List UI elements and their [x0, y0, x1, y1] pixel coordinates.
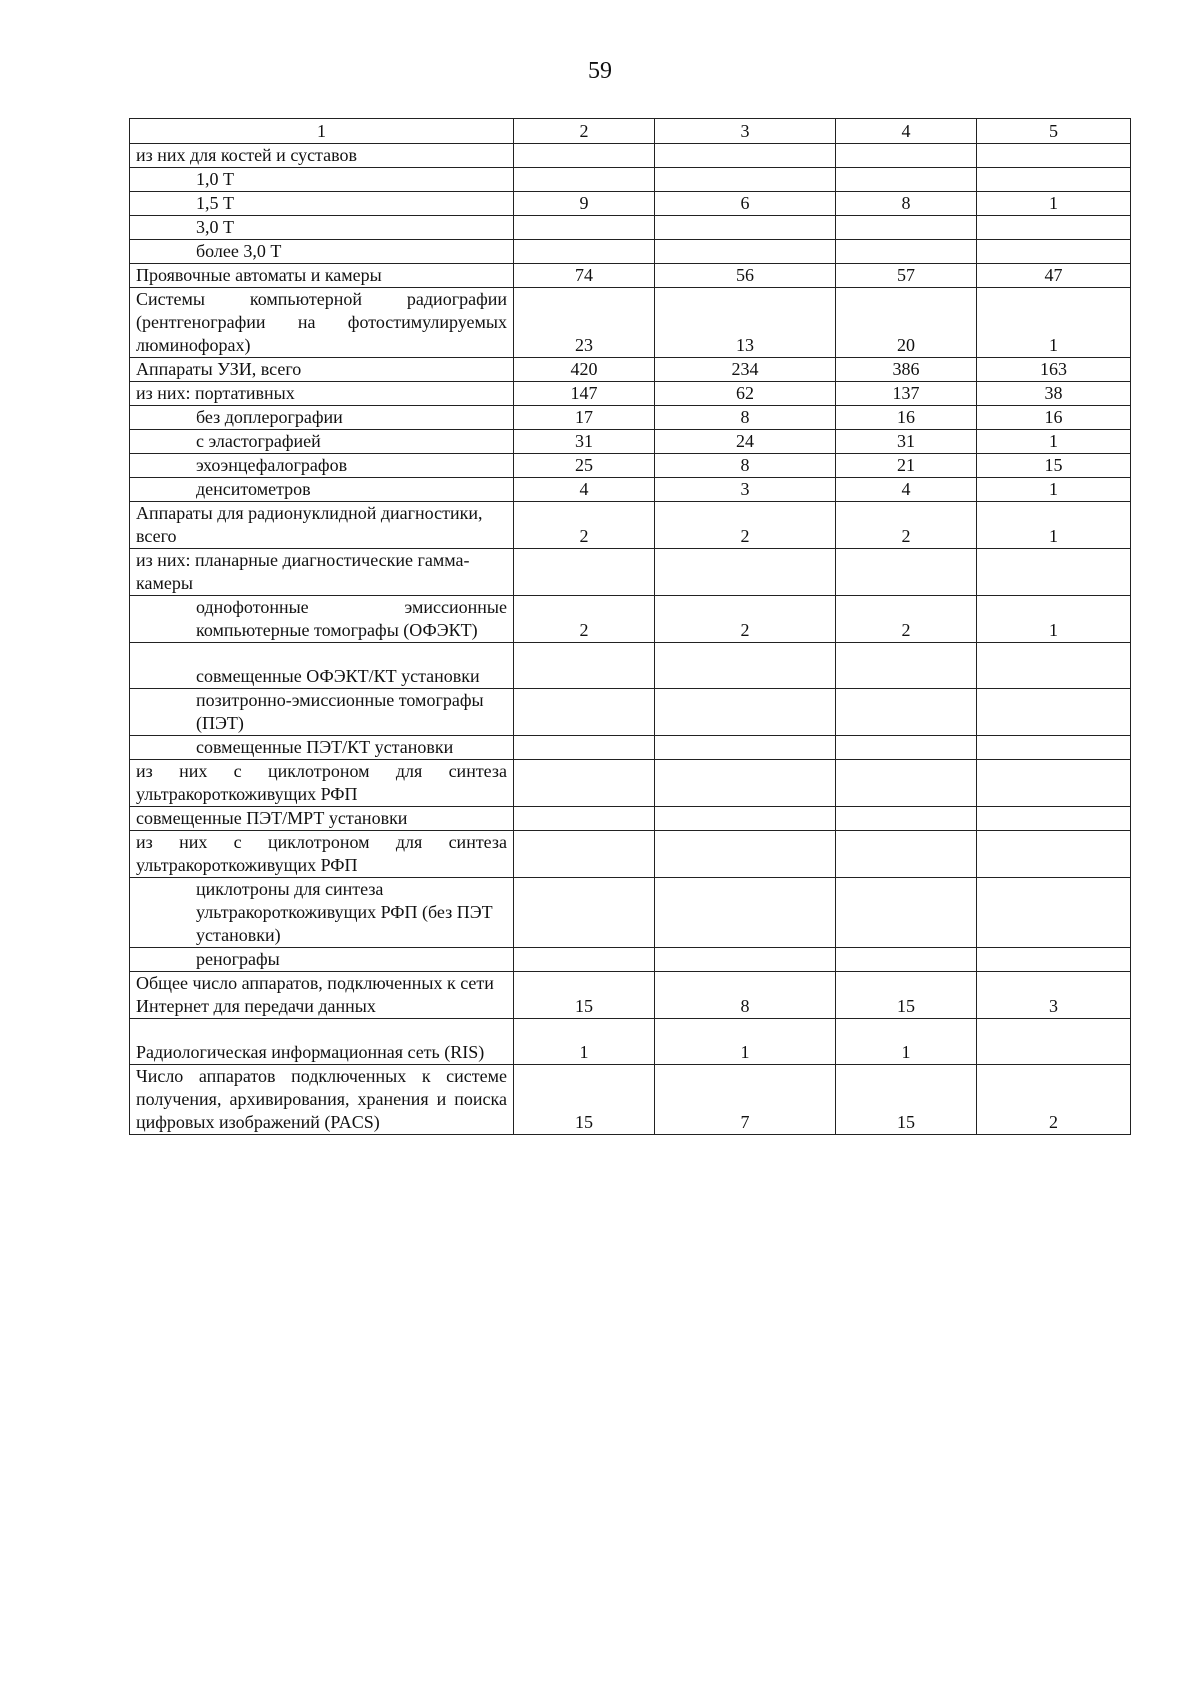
table-row: [130, 168, 1131, 192]
value-cell: [655, 736, 836, 760]
value-cell: [836, 549, 977, 596]
value-cell: 1: [977, 192, 1131, 216]
table-row: [130, 878, 1131, 948]
row-label: однофотонные эмиссионные компьютерные томографы (ОФЭКТ): [130, 596, 514, 643]
table-row: [130, 1065, 1131, 1135]
row-label: более 3,0 Т: [130, 240, 514, 264]
value-cell: 16: [977, 406, 1131, 430]
value-cell: 13: [655, 288, 836, 358]
value-cell: [655, 240, 836, 264]
value-cell: 38: [977, 382, 1131, 406]
row-label: из них для костей и суставов: [130, 144, 514, 168]
header-cell: 5: [977, 119, 1131, 144]
value-cell: 2: [977, 1065, 1131, 1135]
value-cell: 9: [514, 192, 655, 216]
value-cell: [977, 168, 1131, 192]
value-cell: [836, 760, 977, 807]
table-row: [130, 240, 1131, 264]
value-cell: 15: [977, 454, 1131, 478]
value-cell: [977, 144, 1131, 168]
value-cell: [514, 144, 655, 168]
value-cell: [514, 948, 655, 972]
header-row: [130, 119, 1131, 144]
table-row: [130, 689, 1131, 736]
table-row: [130, 454, 1131, 478]
value-cell: 20: [836, 288, 977, 358]
value-cell: [977, 948, 1131, 972]
value-cell: [655, 216, 836, 240]
table-row: [130, 760, 1131, 807]
table-row: [130, 288, 1131, 358]
value-cell: [514, 643, 655, 689]
value-cell: 23: [514, 288, 655, 358]
row-label: из них: планарные диагностические гамма-камеры: [130, 549, 514, 596]
value-cell: 234: [655, 358, 836, 382]
value-cell: 62: [655, 382, 836, 406]
table-row: [130, 358, 1131, 382]
table-row: [130, 1019, 1131, 1065]
row-label: Общее число аппаратов, подключенных к сети Интернет для передачи данных: [130, 972, 514, 1019]
value-cell: 420: [514, 358, 655, 382]
value-cell: [836, 643, 977, 689]
value-cell: 31: [836, 430, 977, 454]
row-label: из них с циклотроном для синтеза ультракороткоживущих РФП: [130, 831, 514, 878]
value-cell: 3: [977, 972, 1131, 1019]
row-label: совмещенные ПЭТ/КТ установки: [130, 736, 514, 760]
value-cell: 1: [977, 478, 1131, 502]
value-cell: [836, 807, 977, 831]
value-cell: [836, 240, 977, 264]
table-row: [130, 216, 1131, 240]
value-cell: 1: [977, 430, 1131, 454]
value-cell: 6: [655, 192, 836, 216]
value-cell: [977, 807, 1131, 831]
table-row: [130, 144, 1131, 168]
row-label: Проявочные автоматы и камеры: [130, 264, 514, 288]
value-cell: [977, 1019, 1131, 1065]
value-cell: 4: [514, 478, 655, 502]
row-label: Число аппаратов подключенных к системе получения, архивирования, хранения и поиска цифровых изображений (PACS): [130, 1065, 514, 1135]
value-cell: [655, 807, 836, 831]
value-cell: 24: [655, 430, 836, 454]
value-cell: 2: [514, 502, 655, 549]
header-cell: 1: [130, 119, 514, 144]
value-cell: [514, 240, 655, 264]
value-cell: [655, 549, 836, 596]
value-cell: [655, 948, 836, 972]
value-cell: [836, 878, 977, 948]
header-cell: 4: [836, 119, 977, 144]
value-cell: [977, 643, 1131, 689]
value-cell: [836, 736, 977, 760]
value-cell: 1: [977, 596, 1131, 643]
value-cell: 7: [655, 1065, 836, 1135]
table-row: [130, 596, 1131, 643]
value-cell: [655, 643, 836, 689]
row-label: Аппараты для радионуклидной диагностики, всего: [130, 502, 514, 549]
value-cell: [977, 549, 1131, 596]
value-cell: [514, 216, 655, 240]
value-cell: 47: [977, 264, 1131, 288]
table-row: [130, 382, 1131, 406]
value-cell: 31: [514, 430, 655, 454]
value-cell: 8: [836, 192, 977, 216]
value-cell: 25: [514, 454, 655, 478]
row-label: 3,0 Т: [130, 216, 514, 240]
value-cell: [514, 760, 655, 807]
row-label: без доплерографии: [130, 406, 514, 430]
value-cell: 147: [514, 382, 655, 406]
data-table: [129, 118, 1131, 1135]
value-cell: 386: [836, 358, 977, 382]
value-cell: 2: [836, 596, 977, 643]
row-label: позитронно-эмиссионные томографы (ПЭТ): [130, 689, 514, 736]
table-row: [130, 807, 1131, 831]
value-cell: 2: [514, 596, 655, 643]
value-cell: 15: [514, 1065, 655, 1135]
row-label: Радиологическая информационная сеть (RIS): [130, 1019, 514, 1065]
value-cell: [655, 689, 836, 736]
value-cell: [655, 760, 836, 807]
value-cell: 21: [836, 454, 977, 478]
value-cell: 1: [977, 502, 1131, 549]
value-cell: [977, 689, 1131, 736]
value-cell: 8: [655, 972, 836, 1019]
value-cell: 1: [836, 1019, 977, 1065]
value-cell: 16: [836, 406, 977, 430]
row-label: циклотроны для синтеза ультракороткоживущих РФП (без ПЭТ установки): [130, 878, 514, 948]
value-cell: [514, 831, 655, 878]
value-cell: 4: [836, 478, 977, 502]
value-cell: [836, 144, 977, 168]
value-cell: 3: [655, 478, 836, 502]
row-label: Системы компьютерной радиографии (рентгенографии на фотостимулируемых люминофорах): [130, 288, 514, 358]
value-cell: [977, 831, 1131, 878]
table-row: [130, 948, 1131, 972]
row-label: эхоэнцефалографов: [130, 454, 514, 478]
value-cell: 8: [655, 454, 836, 478]
value-cell: [655, 831, 836, 878]
value-cell: 74: [514, 264, 655, 288]
table-row: [130, 643, 1131, 689]
value-cell: 1: [655, 1019, 836, 1065]
value-cell: 1: [977, 288, 1131, 358]
value-cell: 56: [655, 264, 836, 288]
value-cell: 2: [836, 502, 977, 549]
table-row: [130, 264, 1131, 288]
value-cell: [836, 948, 977, 972]
value-cell: [977, 736, 1131, 760]
value-cell: 15: [836, 1065, 977, 1135]
table-row: [130, 831, 1131, 878]
value-cell: [514, 168, 655, 192]
value-cell: 163: [977, 358, 1131, 382]
value-cell: [836, 168, 977, 192]
row-label: из них с циклотроном для синтеза ультракороткоживущих РФП: [130, 760, 514, 807]
value-cell: 2: [655, 596, 836, 643]
table-row: [130, 972, 1131, 1019]
row-label: 1,0 Т: [130, 168, 514, 192]
table-row: [130, 502, 1131, 549]
row-label: с эластографией: [130, 430, 514, 454]
value-cell: [977, 878, 1131, 948]
value-cell: [977, 760, 1131, 807]
value-cell: [977, 240, 1131, 264]
value-cell: 15: [514, 972, 655, 1019]
value-cell: [514, 807, 655, 831]
value-cell: [655, 144, 836, 168]
value-cell: [977, 216, 1131, 240]
table-row: [130, 549, 1131, 596]
row-label: из них: портативных: [130, 382, 514, 406]
row-label: совмещенные ОФЭКТ/КТ установки: [130, 643, 514, 689]
page-number: 59: [588, 58, 612, 84]
value-cell: [514, 878, 655, 948]
value-cell: [836, 831, 977, 878]
value-cell: [836, 216, 977, 240]
row-label: денситометров: [130, 478, 514, 502]
value-cell: 15: [836, 972, 977, 1019]
header-cell: 2: [514, 119, 655, 144]
table-row: [130, 478, 1131, 502]
row-label: Аппараты УЗИ, всего: [130, 358, 514, 382]
value-cell: 2: [655, 502, 836, 549]
row-label: 1,5 Т: [130, 192, 514, 216]
value-cell: [655, 168, 836, 192]
value-cell: 137: [836, 382, 977, 406]
value-cell: [514, 736, 655, 760]
table-row: [130, 406, 1131, 430]
value-cell: [655, 878, 836, 948]
table-row: [130, 192, 1131, 216]
value-cell: [514, 689, 655, 736]
value-cell: 8: [655, 406, 836, 430]
value-cell: 17: [514, 406, 655, 430]
row-label: совмещенные ПЭТ/МРТ установки: [130, 807, 514, 831]
value-cell: 57: [836, 264, 977, 288]
row-label: ренографы: [130, 948, 514, 972]
table-row: [130, 430, 1131, 454]
table-row: [130, 736, 1131, 760]
header-cell: 3: [655, 119, 836, 144]
value-cell: [836, 689, 977, 736]
value-cell: 1: [514, 1019, 655, 1065]
value-cell: [514, 549, 655, 596]
